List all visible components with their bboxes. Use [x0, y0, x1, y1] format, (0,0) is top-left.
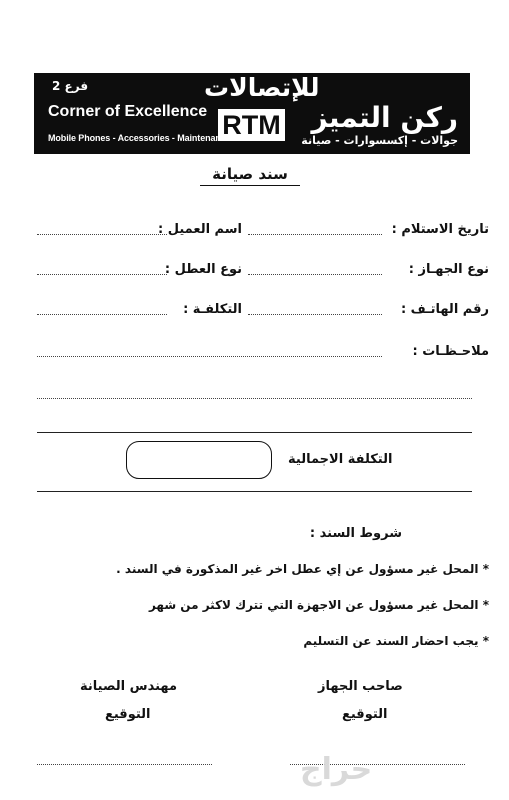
phone-number-field[interactable] [248, 314, 382, 315]
device-type-field[interactable] [248, 274, 382, 275]
total-cost-box[interactable] [126, 441, 272, 479]
fault-type-label: نوع العطل : [164, 262, 242, 277]
notes-field-line-2[interactable] [37, 398, 472, 399]
document-title: سند صيانة [200, 165, 300, 186]
maintenance-engineer-label: مهندس الصيانة [80, 679, 178, 694]
receipt-date-field[interactable] [248, 234, 382, 235]
total-cost-label: التكلفة الاجمالية [288, 452, 393, 467]
owner-signature-label: التوقيع [342, 707, 388, 722]
store-services-en: Mobile Phones - Accessories - Maintenance [48, 133, 231, 143]
divider-bottom [37, 491, 472, 492]
notes-field[interactable] [37, 356, 382, 357]
engineer-signature-label: التوقيع [105, 707, 151, 722]
header-banner [34, 73, 470, 154]
term-item: * المحل غير مسؤول عن الاجهزة التي تترك لاكثر من شهر [148, 598, 489, 612]
store-name-ar: ركن التميز [311, 101, 458, 134]
divider-top [37, 432, 472, 433]
rtm-logo: RTM [218, 109, 285, 141]
branch-label: فرع 2 [52, 79, 89, 93]
cost-label: التكلفـة : [183, 302, 242, 317]
store-services-ar: جوالات - إكسسوارات - صيانة [301, 134, 458, 147]
device-type-label: نوع الجهـاز : [408, 262, 489, 277]
store-name-en: Corner of Excellence [48, 103, 208, 120]
term-item: * يجب احضار السند عن التسليم [303, 634, 489, 648]
term-item: * المحل غير مسؤول عن إي عطل اخر غير المذكورة في السند . [116, 562, 489, 576]
customer-name-field[interactable] [37, 234, 167, 235]
cost-field[interactable] [37, 314, 167, 315]
receipt-date-label: تاريخ الاستلام : [391, 222, 489, 237]
customer-name-label: اسم العميل : [158, 222, 242, 237]
terms-heading: شروط السند : [309, 526, 402, 541]
fault-type-field[interactable] [37, 274, 167, 275]
engineer-signature-line[interactable] [37, 764, 212, 765]
notes-label: ملاحـظـات : [412, 344, 489, 359]
haraj-watermark: حراج [300, 752, 373, 787]
device-owner-label: صاحب الجهاز [318, 679, 403, 694]
store-telecom-ar: للإتصالات [204, 73, 320, 102]
phone-number-label: رقم الهاتـف : [400, 302, 489, 317]
